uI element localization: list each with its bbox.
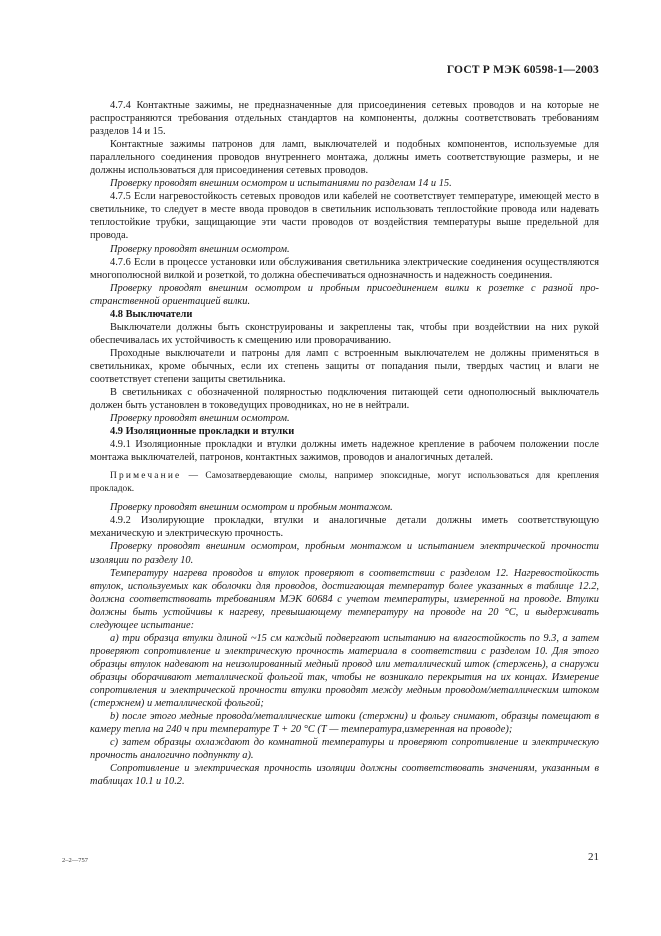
- print-code: 2–2—757: [62, 857, 88, 864]
- page-body: [90, 98, 599, 788]
- paragraph: Выключатели должны быть сконструированы и закреплены так, чтобы при воздействии на них рукой обеспечивалась их устойчивость к смещению или проворачиванию.: [90, 321, 599, 346]
- paragraph: 4.7.6 Если в процессе установки или обслуживания светильника электрические соединения осуществляются многополюсной вилкой и розеткой, то должна обеспечиваться однозначность и надежность соединения.: [90, 256, 599, 281]
- paragraph: а) три образца втулки длиной ~15 см каждый подвергают испытанию на влагостойкость по 9.3, а затем проверяют сопротивление и электрическую прочность материала в соответствии с разделом 10. Для этого образцы втулок надевают на неизолированный медный провод или металлический шток (стержень), а снаружи образцы оборачивают металлической фольгой так, чтобы не возникало перекрытия на их концах. Измерение сопротивления и электрической прочности втулки проводят между медным проводом/металлическим штоком (стержнем) и металлической фольгой;: [90, 632, 599, 710]
- paragraph: Проверку проводят внешним осмотром.: [110, 413, 290, 425]
- paragraph: Проверку проводят внешним осмотром и испытаниями по разделам 14 и 15.: [110, 178, 452, 190]
- paragraph: Проверку проводят внешним осмотром и пробным присоединением вилки к розетке с разной пространственной ориентацией вилки.: [90, 282, 599, 307]
- paragraph: Проверку проводят внешним осмотром.: [110, 243, 290, 255]
- paragraph: Проверку проводят внешним осмотром, пробным монтажом и испытанием электрической прочности изоляции по разделу 10.: [90, 541, 599, 566]
- paragraph: Сопротивление и электрическая прочность изоляции должны соответствовать значениям, указанным в таблицах 10.1 и 10.2.: [90, 763, 599, 788]
- section-heading: 4.8 Выключатели: [110, 308, 193, 320]
- paragraph: Контактные зажимы патронов для ламп, выключателей и подобных компонентов, используемые для параллельного соединения проводов внутреннего монтажа, должны иметь соответствующие размеры, и не должны использоваться для присоединения сетевых проводов.: [90, 139, 599, 177]
- paragraph: Температуру нагрева проводов и втулок проверяют в соответствии с разделом 12. Нагревостойкость втулок, используемых как оболочки для проводов, достигающая температур более указанных в таблице 12.2, должна соответствовать требованиям МЭК 60684 с учетом температуры, измеренной на проводе. Втулки должны быть устойчивы к нагреву, превышающему температуру на проводе на 20 °С, и выдерживать следующее испытание:: [90, 567, 599, 631]
- note-label: Примечание: [110, 471, 182, 482]
- standard-header: ГОСТ Р МЭК 60598-1—2003: [446, 64, 599, 76]
- paragraph: Проходные выключатели и патроны для ламп с встроенным выключателем не должны применяться в светильниках, кроме обычных, если их степень защиты от попадания пыли, твердых частиц и влаги не соответствует степени защиты светильника.: [90, 347, 599, 385]
- note-text: — Самозатвердевающие смолы, например эпоксидные, могут использоваться для крепления прокладок.: [90, 471, 599, 494]
- paragraph: 4.7.5 Если нагревостойкость сетевых проводов или кабелей не соответствует температуре, имеющей место в светильнике, то следует в месте ввода проводов в светильник использовать теплостойкие провода или надевать теплостойкие трубки, защищающие эти части проводов от воздействия температуры выше предельной для провода.: [90, 191, 599, 242]
- paragraph: 4.7.4 Контактные зажимы, не предназначенные для присоединения сетевых проводов и на которые не распространяются требования отдельных стандартов на компоненты, должны соответствовать требованиям разделов 14 и 15.: [90, 100, 599, 138]
- paragraph: Проверку проводят внешним осмотром и пробным монтажом.: [110, 502, 393, 514]
- paragraph: 4.9.2 Изолирующие прокладки, втулки и аналогичные детали должны иметь соответствующую механическую и электрическую прочность.: [90, 515, 599, 540]
- paragraph: 4.9.1 Изоляционные прокладки и втулки должны иметь надежное крепление в рабочем положении после монтажа выключателей, патронов, контактных зажимов, проводов и аналогичных деталей.: [90, 439, 599, 464]
- paragraph: b) после этого медные провода/металлические штоки (стержни) и фольгу снимают, образцы помещают в камеру тепла на 240 ч при температуре Т + 20 °С (Т — температура,измеренная на проводе);: [90, 711, 599, 736]
- page-number: 21: [588, 851, 599, 863]
- paragraph: с) затем образцы охлаждают до комнатной температуры и проверяют сопротивление и электрическую прочность аналогично подпункту а).: [90, 737, 599, 762]
- paragraph: В светильниках с обозначенной полярностью подключения питающей сети однополюсный выключатель должен быть установлен в токоведущих проводниках, но не в нейтрали.: [90, 387, 599, 412]
- note: [90, 470, 599, 495]
- section-heading: 4.9 Изоляционные прокладки и втулки: [110, 426, 295, 438]
